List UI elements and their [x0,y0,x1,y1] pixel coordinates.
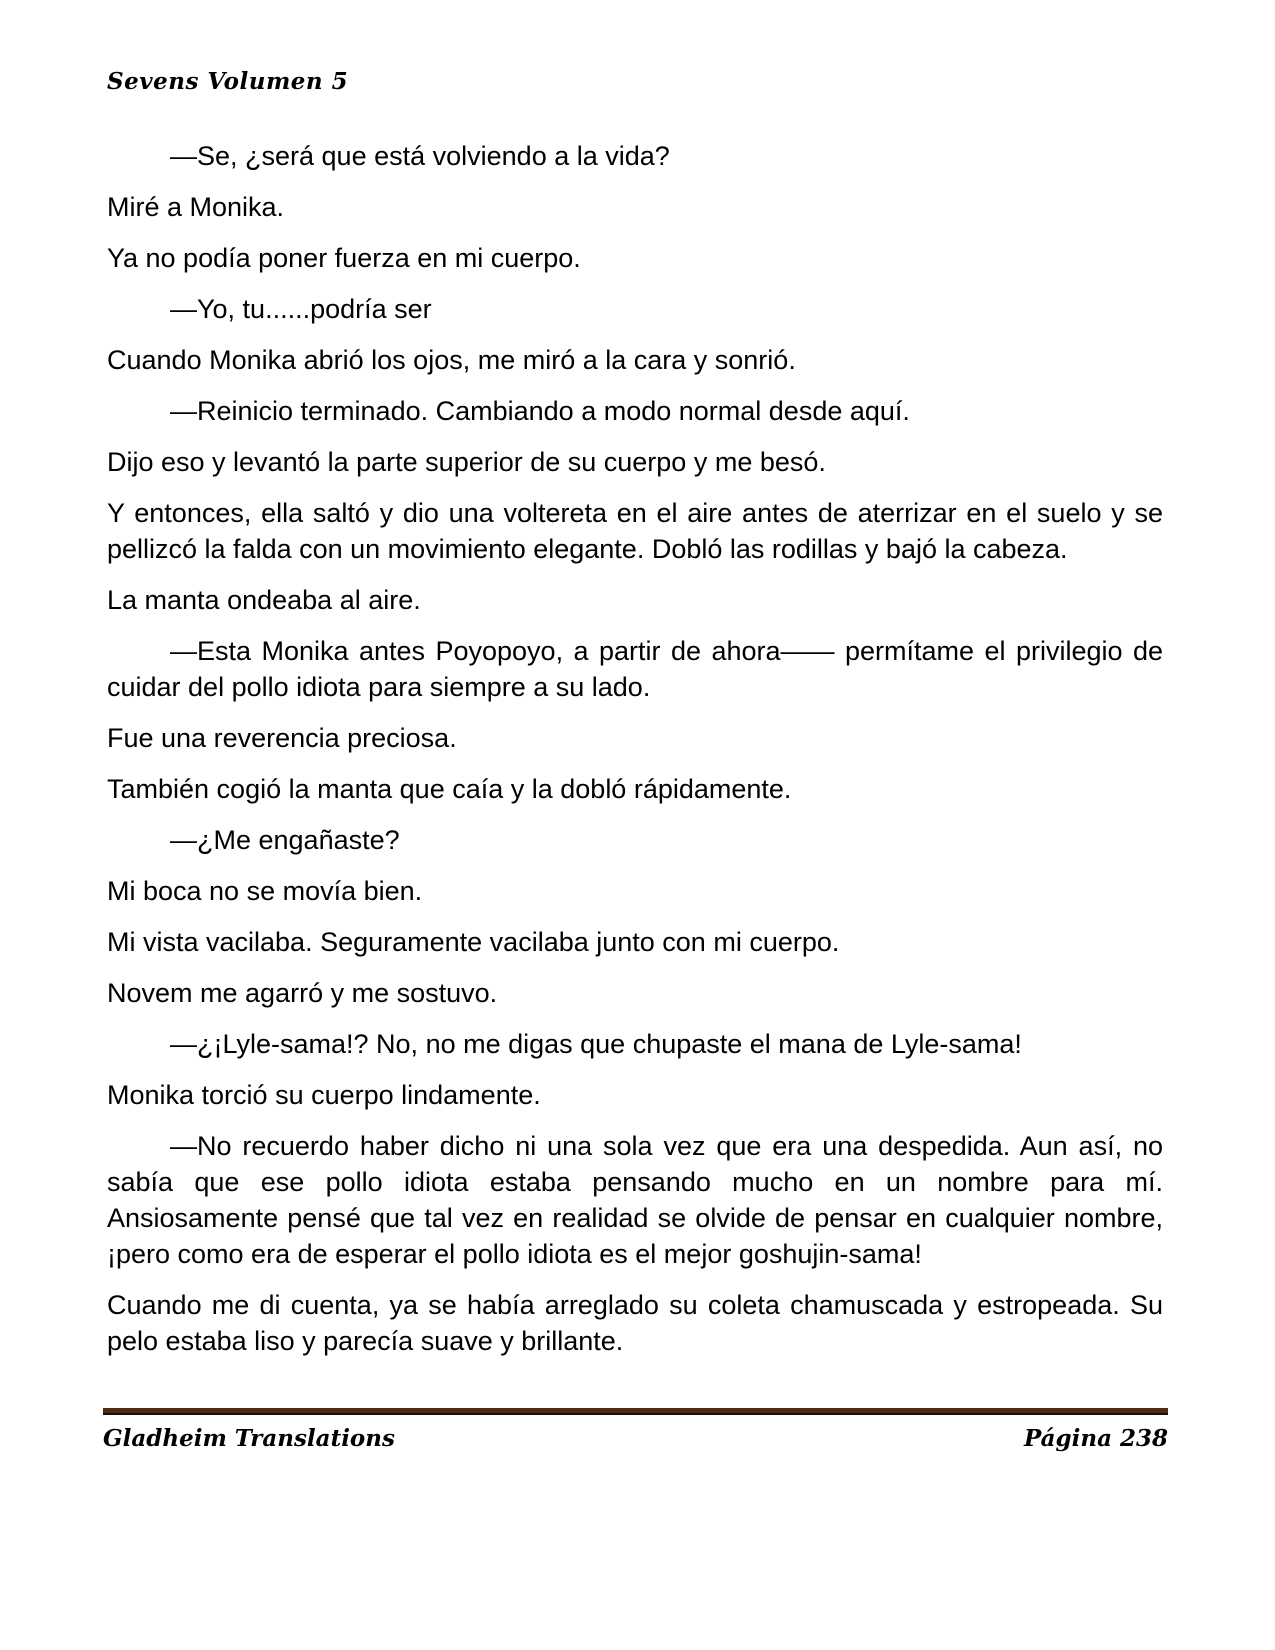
narration-paragraph: Miré a Monika. [107,192,285,222]
footer-divider [103,1408,1168,1415]
narration-paragraph: Mi boca no se movía bien. [107,876,423,906]
narration-paragraph: Dijo eso y levantó la parte superior de su cuerpo y me besó. [107,447,826,477]
narration-paragraph: Y entonces, ella saltó y dio una voltereta en el aire antes de aterrizar en el suelo y se pellizcó la falda con un movimiento elegante. Dobló las rodillas y bajó la cabeza. [107,498,1163,564]
dialogue-paragraph: —¿¡Lyle-sama!? No, no me digas que chupaste el mana de Lyle-sama! [170,1029,1022,1059]
dialogue-paragraph: —Esta Monika antes Poyopoyo, a partir de ahora—— permítame el privilegio de cuidar del pollo idiota para siempre a su lado. [107,636,1163,702]
page-footer [103,1408,1168,1452]
narration-paragraph: Mi vista vacilaba. Seguramente vacilaba junto con mi cuerpo. [107,927,840,957]
translator-credit: Gladheim Translations [103,1425,395,1452]
document-body [107,138,1163,1374]
narration-paragraph: Ya no podía poner fuerza en mi cuerpo. [107,243,581,273]
narration-paragraph: Monika torció su cuerpo lindamente. [107,1080,541,1110]
dialogue-paragraph: —¿Me engañaste? [170,825,400,855]
narration-paragraph: Novem me agarró y me sostuvo. [107,978,498,1008]
page-number: Página 238 [1023,1425,1168,1452]
narration-paragraph: La manta ondeaba al aire. [107,585,421,615]
narration-paragraph: Fue una reverencia preciosa. [107,723,457,753]
dialogue-paragraph: —Se, ¿será que está volviendo a la vida? [170,141,670,171]
narration-paragraph: Cuando me di cuenta, ya se había arreglado su coleta chamuscada y estropeada. Su pelo estaba liso y parecía suave y brillante. [107,1290,1163,1356]
dialogue-paragraph: —Yo, tu......podría ser [170,294,432,324]
book-title: Sevens Volumen 5 [107,68,349,95]
narration-paragraph: También cogió la manta que caía y la dobló rápidamente. [107,774,792,804]
narration-paragraph: Cuando Monika abrió los ojos, me miró a la cara y sonrió. [107,345,796,375]
page-header [107,68,1165,95]
dialogue-paragraph: —Reinicio terminado. Cambiando a modo normal desde aquí. [170,396,910,426]
dialogue-paragraph: —No recuerdo haber dicho ni una sola vez que era una despedida. Aun así, no sabía que ese pollo idiota estaba pensando mucho en un nombre para mí. Ansiosamente pensé que tal vez en realidad se olvide de pensar en cualquier nombre, ¡pero como era de esperar el pollo idiota es el mejor goshujin-sama! [107,1131,1163,1269]
